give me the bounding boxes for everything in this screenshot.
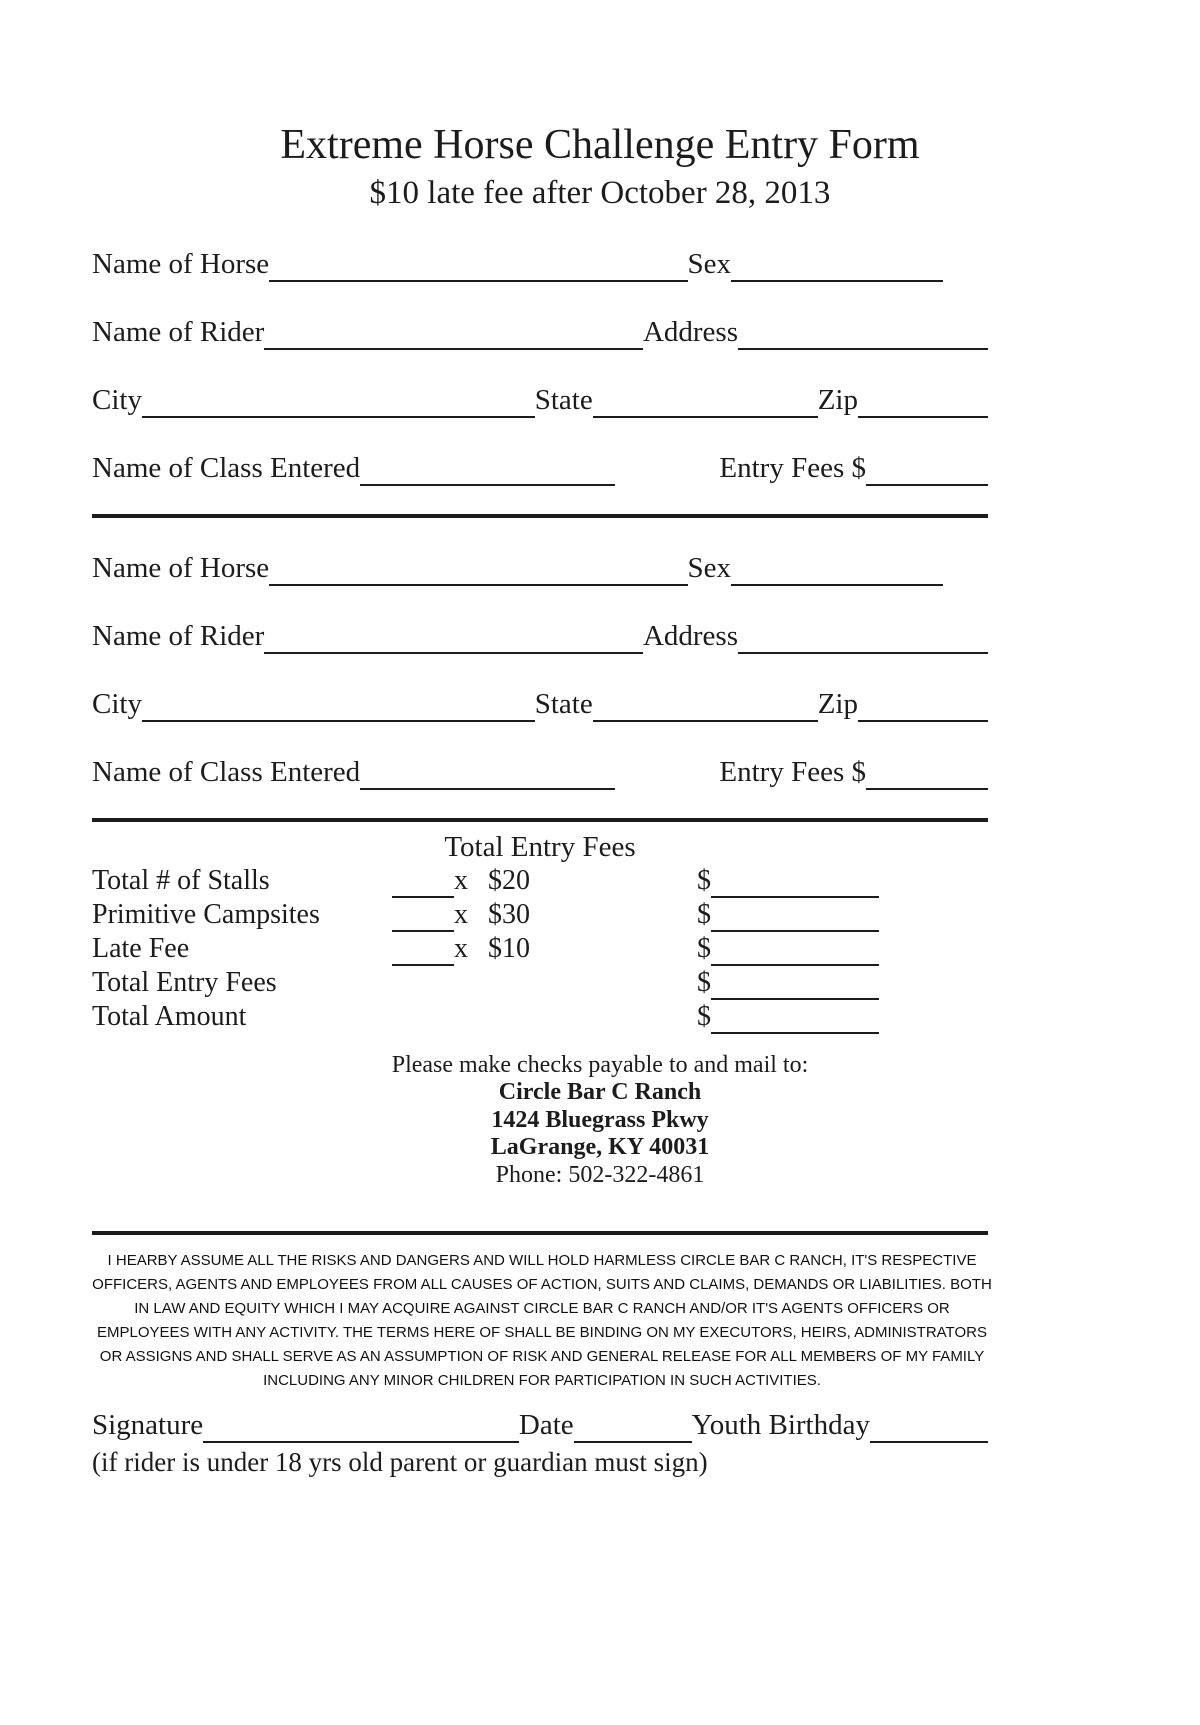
state-label: State [534,383,593,416]
address-blank[interactable] [738,624,988,654]
amount-blank[interactable] [711,974,879,1000]
page-title: Extreme Horse Challenge Entry Form [280,122,920,168]
rider-address-line [92,314,988,350]
entry-fees-blank[interactable] [866,760,988,790]
class-entered-label: Name of Class Entered [92,755,361,788]
section-divider [92,818,988,822]
horse-name-label: Name of Horse [92,551,270,584]
dollar-sign: $ [697,966,711,998]
class-entered-blank[interactable] [360,456,615,486]
signature-line [92,1407,988,1443]
totals-section [92,830,988,1034]
entry-block-1 [92,246,988,486]
totals-row-label: Late Fee [92,932,190,964]
rate-value: $20 [488,864,530,896]
totals-row-label: Primitive Campsites [92,898,320,930]
totals-row-label: Total Amount [92,1000,247,1032]
sex-blank[interactable] [731,252,943,282]
horse-name-blank[interactable] [269,252,687,282]
horse-sex-line [92,550,988,586]
section-divider [92,1231,988,1235]
rider-name-label: Name of Rider [92,619,265,652]
rider-address-line [92,618,988,654]
signature-label: Signature [92,1409,204,1442]
totals-row-totalamount [92,1000,988,1034]
quantity-blank[interactable] [392,940,454,966]
totals-row-label: Total # of Stalls [92,864,270,896]
entry-fees-label: Entry Fees $ [719,755,866,788]
totals-row-stalls [92,864,988,898]
payee-name: Circle Bar C Ranch [498,1079,702,1106]
dollar-sign: $ [697,932,711,964]
zip-blank[interactable] [858,692,988,722]
totals-row-entryfees [92,966,988,1000]
multiply-x: x [454,898,468,930]
quantity-blank[interactable] [392,872,454,898]
class-fees-line [92,450,988,486]
rider-name-label: Name of Rider [92,315,265,348]
rider-name-blank[interactable] [264,624,643,654]
dollar-sign: $ [697,1000,711,1032]
youth-birthday-blank[interactable] [870,1413,988,1443]
payee-address-line1: 1424 Bluegrass Pkwy [491,1106,709,1133]
date-blank[interactable] [574,1413,692,1443]
address-blank[interactable] [738,320,988,350]
form-header [100,0,1100,214]
zip-label: Zip [817,383,858,416]
section-divider [92,514,988,518]
date-label: Date [518,1409,574,1442]
class-fees-line [92,754,988,790]
totals-row-latefee [92,932,988,966]
payee-address-line2: LaGrange, KY 40031 [490,1134,710,1161]
amount-blank[interactable] [711,872,879,898]
sex-label: Sex [687,551,731,584]
liability-disclaimer: I HEARBY ASSUME ALL THE RISKS AND DANGERS AND WILL HOLD HARMLESS CIRCLE BAR C RANCH, IT'S RESPECTIVE OFFICERS, AGENTS AND EMPLOYEES FROM ALL CAUSES OF ACTION, SUITS AND CLAIMS, DEMANDS OR LIABILITIES. BOTH IN LAW AND EQUITY WHICH I MAY ACQUIRE AGAINST CIRCLE BAR C RANCH AND/OR IT'S AGENTS OFFICERS OR EMPLOYEES WITH ANY ACTIVITY. THE TERMS HERE OF SHALL BE BINDING ON MY EXECUTORS, HEIRS, ADMINISTRATORS OR ASSIGNS AND SHALL SERVE AS AN ASSUMPTION OF RISK AND GENERAL RELEASE FOR ALL MEMBERS OF MY FAMILY INCLUDING ANY MINOR CHILDREN FOR PARTICIPATION IN SUCH ACTIVITIES. [92,1252,992,1390]
dollar-sign: $ [697,864,711,896]
rate-value: $30 [488,898,530,930]
sex-blank[interactable] [731,556,943,586]
horse-sex-line [92,246,988,282]
rider-name-blank[interactable] [264,320,643,350]
totals-row-label: Total Entry Fees [92,966,277,998]
amount-blank[interactable] [711,940,879,966]
entry-block-2 [92,550,988,790]
multiply-x: x [454,864,468,896]
state-blank[interactable] [593,388,818,418]
amount-blank[interactable] [711,906,879,932]
dollar-sign: $ [697,898,711,930]
state-blank[interactable] [593,692,818,722]
city-state-zip-line [92,686,988,722]
payee-phone: Phone: 502-322-4861 [495,1161,705,1188]
city-label: City [92,383,142,416]
class-entered-blank[interactable] [360,760,615,790]
entry-fees-label: Entry Fees $ [719,451,866,484]
page-subtitle: $10 late fee after October 28, 2013 [369,175,831,212]
totals-row-campsites [92,898,988,932]
totals-heading: Total Entry Fees [444,830,636,863]
sex-label: Sex [687,247,731,280]
horse-name-label: Name of Horse [92,247,270,280]
quantity-blank[interactable] [392,906,454,932]
city-label: City [92,687,142,720]
amount-blank[interactable] [711,1008,879,1034]
entry-fees-blank[interactable] [866,456,988,486]
horse-name-blank[interactable] [269,556,687,586]
address-label: Address [642,315,738,348]
city-blank[interactable] [142,692,535,722]
signature-blank[interactable] [203,1413,519,1443]
class-entered-label: Name of Class Entered [92,451,361,484]
youth-birthday-label: Youth Birthday [691,1409,870,1442]
zip-label: Zip [817,687,858,720]
city-state-zip-line [92,382,988,418]
payment-instruction: Please make checks payable to and mail to: [391,1051,809,1078]
rate-value: $10 [488,932,530,964]
payment-info [92,1052,1108,1190]
signature-note: (if rider is under 18 yrs old parent or guardian must sign) [92,1447,708,1478]
state-label: State [534,687,593,720]
multiply-x: x [454,932,468,964]
city-blank[interactable] [142,388,535,418]
address-label: Address [642,619,738,652]
zip-blank[interactable] [858,388,988,418]
